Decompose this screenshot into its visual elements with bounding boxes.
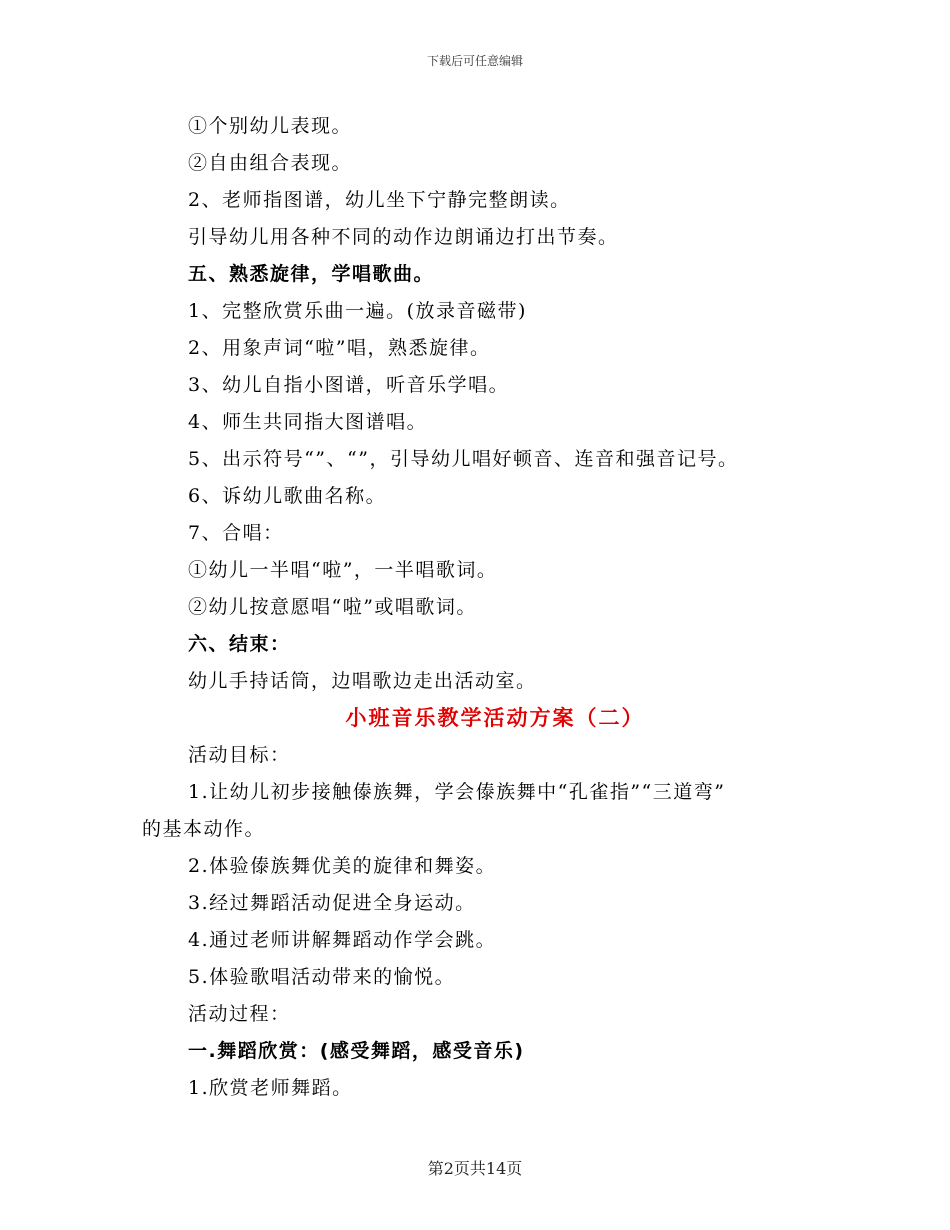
text-line: 的基本动作。 <box>142 818 266 840</box>
text-line: 活动过程： <box>188 1003 291 1025</box>
page-header: 下载后可任意编辑 <box>426 54 523 68</box>
text-line: 引导幼儿用各种不同的动作边朗诵边打出节奏。 <box>188 226 619 248</box>
text-line: 5、出示符号“”、“”，引导幼儿唱好顿音、连音和强音记号。 <box>188 448 739 470</box>
text-line: ②自由组合表现。 <box>188 152 353 174</box>
text-line: 3、幼儿自指小图谱，听音乐学唱。 <box>188 374 510 396</box>
text-line: ②幼儿按意愿唱“啦”或唱歌词。 <box>188 596 477 618</box>
text-line: ①幼儿一半唱“啦”，一半唱歌词。 <box>188 559 498 581</box>
page-footer: 第2页共14页 <box>427 1159 523 1178</box>
text-line: 幼儿手持话筒，边唱歌边走出活动室。 <box>188 670 537 692</box>
section-heading: 五、熟悉旋律，学唱歌曲。 <box>188 263 435 285</box>
text-line: ①个别幼儿表现。 <box>188 115 353 137</box>
text-line: 活动目标： <box>188 744 291 766</box>
document-title: 小班音乐教学活动方案（二） <box>345 706 645 730</box>
text-line: 1.欣赏老师舞蹈。 <box>188 1077 353 1099</box>
text-line: 3.经过舞蹈活动促进全身运动。 <box>188 892 476 914</box>
text-line: 2.体验傣族舞优美的旋律和舞姿。 <box>188 855 497 877</box>
section-heading: 六、结束： <box>188 633 291 655</box>
text-line: 1.让幼儿初步接触傣族舞，学会傣族舞中“孔雀指”“三道弯” <box>188 781 726 803</box>
text-line: 1、完整欣赏乐曲一遍。(放录音磁带) <box>188 300 527 322</box>
text-line: 4.通过老师讲解舞蹈动作学会跳。 <box>188 929 497 951</box>
document-body <box>0 108 950 1107</box>
text-line: 6、诉幼儿歌曲名称。 <box>188 485 387 507</box>
section-heading: 一.舞蹈欣赏：(感受舞蹈，感受音乐) <box>188 1040 525 1062</box>
text-line: 2、老师指图谱，幼儿坐下宁静完整朗读。 <box>188 189 571 211</box>
text-line: 4、师生共同指大图谱唱。 <box>188 411 428 433</box>
text-line: 5.体验歌唱活动带来的愉悦。 <box>188 966 456 988</box>
text-line: 2、用象声词“啦”唱，熟悉旋律。 <box>188 337 491 359</box>
text-line: 7、合唱： <box>188 522 284 544</box>
